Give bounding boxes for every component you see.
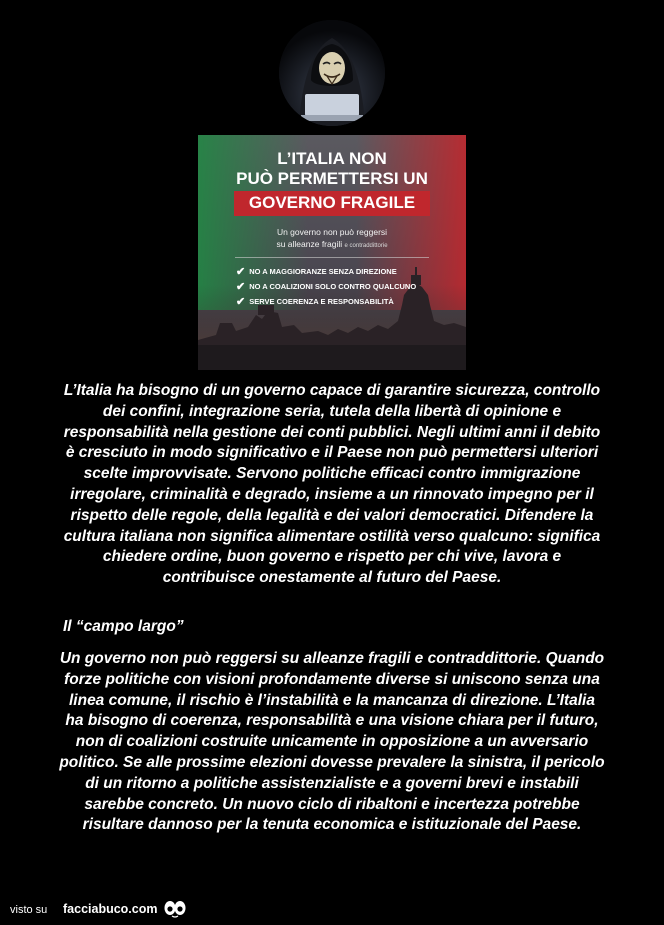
poster-check-label: NO A MAGGIORANZE SENZA DIREZIONE [249, 267, 397, 276]
poster-title-line3: GOVERNO FRAGILE [234, 191, 430, 216]
avatar [279, 20, 385, 126]
hooded-figure-image [279, 20, 385, 126]
checkmark-icon: ✔ [236, 266, 246, 278]
poster-check-label: NO A COALIZIONI SOLO CONTRO QUALCUNO [249, 282, 417, 291]
post-heading: Il “campo largo” [63, 618, 184, 635]
checkmark-icon: ✔ [236, 281, 246, 293]
poster-check-label: SERVE COERENZA E RESPONSABILITÀ [249, 297, 394, 306]
poster-subtitle-text: su alleanze fragili [276, 239, 343, 249]
poster-check-item [236, 280, 416, 293]
poster-check-item [236, 265, 397, 278]
seen-on-label: visto su [10, 904, 48, 916]
campaign-poster [198, 135, 466, 370]
post-paragraph-2: Un governo non può reggersi su alleanze fragili e contraddittorie. Quando forze politiche con visioni profondamente diverse si uniscono senza una linea comune, il rischio è l’instabilità e la mancanza di direzione. L’Italia ha bisogno di coerenza, responsabilità e una visione chiara per il futuro, non di coalizioni costruite unicamente in opposizione a un avversario politico. Se alle prossime elezioni dovesse prevalere la sinistra, il pericolo di un ritorno a politiche assistenzialiste e a governi brevi e instabili sarebbe concreto. Un nuovo ciclo di ribaltoni e incertezza potrebbe risultare dannoso per la tenuta economica e istituzionale del Paese. [59, 650, 605, 834]
post-paragraph-1: L’Italia ha bisogno di un governo capace di garantire sicurezza, controllo dei confini, integrazione seria, tutela della libertà di opinione e responsabilità nella gestione dei conti pubblici. Negli ultimi anni il debito è cresciuto in modo significativo e il Paese non può permettersi ulteriori scelte improvvisate. Servono politiche efficaci contro immigrazione irregolare, criminalità e degrado, insieme a un rinnovato impegno per il rispetto delle regole, della legalità e dei valori democratici. Difendere la cultura italiana non significa alimentare ostilità verso qualcuno: significa chiedere ordine, buon governo e rispetto per chi vive, lavora e contribuisce onestamente al futuro del Paese. [63, 382, 601, 587]
eyes-logo-icon [163, 900, 187, 923]
checkmark-icon: ✔ [236, 296, 246, 308]
poster-subtitle-line2 [198, 239, 466, 249]
poster-divider [235, 257, 429, 258]
poster-subtitle-line1: Un governo non può reggersi [276, 227, 388, 237]
poster-title-line2: PUÒ PERMETTERSI UN [236, 169, 428, 188]
poster-title-line1: L’ITALIA NON [277, 149, 387, 168]
site-brand-link[interactable]: facciabuco.com [63, 902, 158, 916]
poster-check-item [236, 295, 394, 308]
poster-subtitle-small: e contraddittorie [344, 243, 388, 249]
